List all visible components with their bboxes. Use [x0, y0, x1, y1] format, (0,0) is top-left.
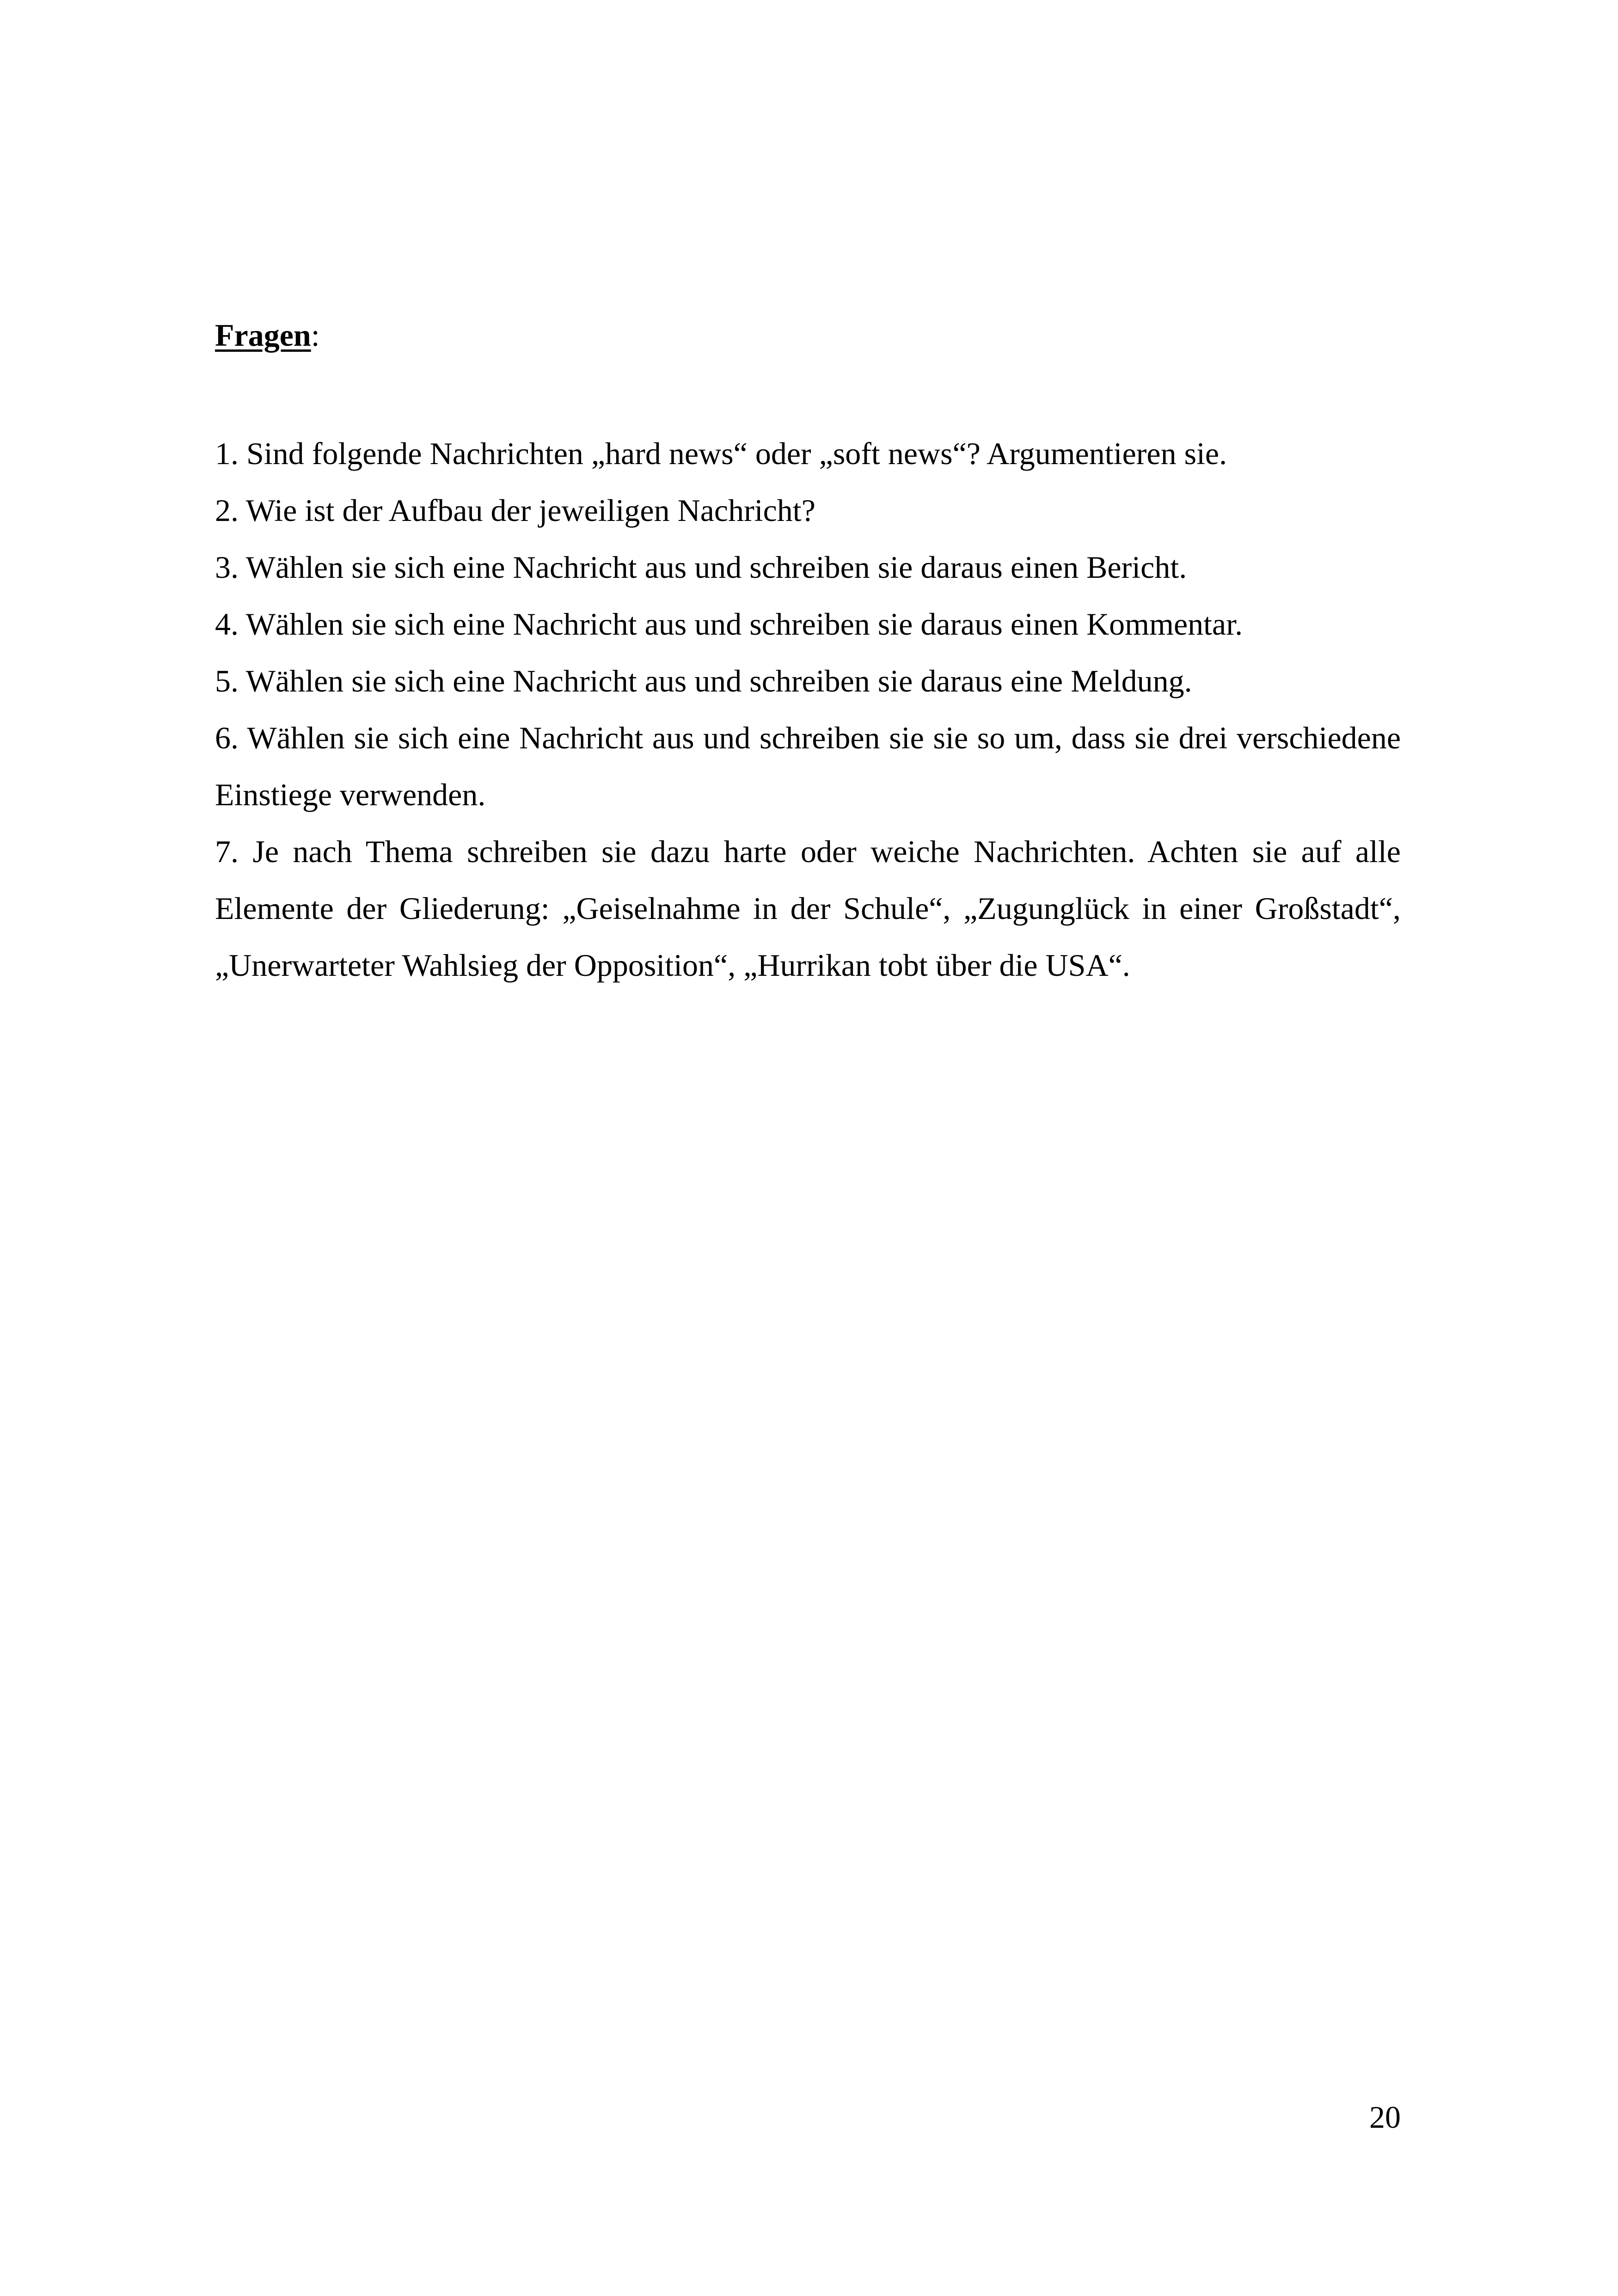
question-item-3: 3. Wählen sie sich eine Nachricht aus und schreiben sie daraus einen Bericht.	[215, 550, 1187, 585]
question-item-1: 1. Sind folgende Nachrichten „hard news“ oder „soft news“? Argumentieren sie.	[215, 436, 1227, 471]
question-item-2: 2. Wie ist der Aufbau der jeweiligen Nachricht?	[215, 493, 815, 528]
question-item-4: 4. Wählen sie sich eine Nachricht aus und schreiben sie daraus einen Kommentar.	[215, 606, 1243, 642]
question-item-7: 7. Je nach Thema schreiben sie dazu harte oder weiche Nachrichten. Achten sie auf alle Elemente der Gliederung: „Geiselnahme in der Schule“, „Zugunglück in einer Großstadt“, „Unerwarteter Wahlsieg der Opposition“, „Hurrikan tobt über die USA“.	[215, 834, 1401, 983]
section-heading	[215, 317, 320, 354]
question-item-6: 6. Wählen sie sich eine Nachricht aus und schreiben sie sie so um, dass sie drei verschiedene Einstiege verwenden.	[215, 720, 1401, 812]
question-list	[215, 425, 1401, 994]
heading-colon: :	[311, 318, 320, 353]
page-number: 20	[1369, 2100, 1401, 2135]
question-item-5: 5. Wählen sie sich eine Nachricht aus und schreiben sie daraus eine Meldung.	[215, 663, 1192, 698]
heading-label: Fragen	[215, 318, 311, 353]
